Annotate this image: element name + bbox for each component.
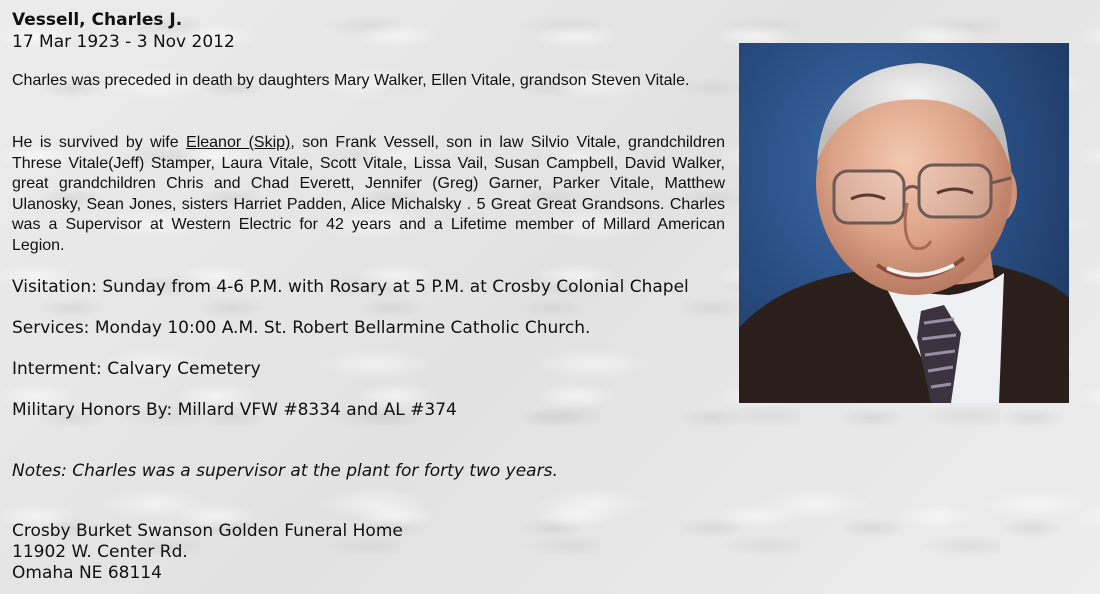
funeral-home-name: Crosby Burket Swanson Golden Funeral Home <box>12 521 403 541</box>
portrait-illustration <box>739 43 1069 403</box>
survived-paragraph <box>12 133 725 256</box>
funeral-home-address: 11902 W. Center Rd. <box>12 542 188 562</box>
notes: Notes: Charles was a supervisor at the plant for forty two years. <box>12 461 558 481</box>
deceased-name: Vessell, Charles J. <box>12 10 183 30</box>
interment-info: Interment: Calvary Cemetery <box>12 359 261 379</box>
spouse-link[interactable]: Eleanor (Skip) <box>186 134 291 151</box>
services-info: Services: Monday 10:00 A.M. St. Robert Bellarmine Catholic Church. <box>12 318 591 338</box>
funeral-home-city: Omaha NE 68114 <box>12 563 162 583</box>
life-dates: 17 Mar 1923 - 3 Nov 2012 <box>12 32 235 52</box>
preceded-paragraph: Charles was preceded in death by daughters Mary Walker, Ellen Vitale, grandson Steven Vitale. <box>12 72 690 89</box>
portrait-photo <box>739 43 1069 403</box>
military-honors-info: Military Honors By: Millard VFW #8334 and AL #374 <box>12 400 457 420</box>
survived-rest: , son Frank Vessell, son in law Silvio Vitale, grandchildren Threse Vitale(Jeff) Stamper, Laura Vitale, Scott Vitale, Lissa Vail, Susan Campbell, David Walker, great grandchildren Chris and Chad Everett, Jennifer (Greg) Garner, Parker Vitale, Matthew Ulanosky, Sean Jones, sisters Harriet Padden, Alice Michalsky . 5 Great Great Grandsons. Charles was a Supervisor at Western Electric for 42 years and a Lifetime member of Millard American Legion. <box>12 134 725 254</box>
visitation-info: Visitation: Sunday from 4-6 P.M. with Rosary at 5 P.M. at Crosby Colonial Chapel <box>12 277 689 297</box>
survived-prefix: He is survived by wife <box>12 134 187 151</box>
funeral-home-block <box>12 521 403 584</box>
